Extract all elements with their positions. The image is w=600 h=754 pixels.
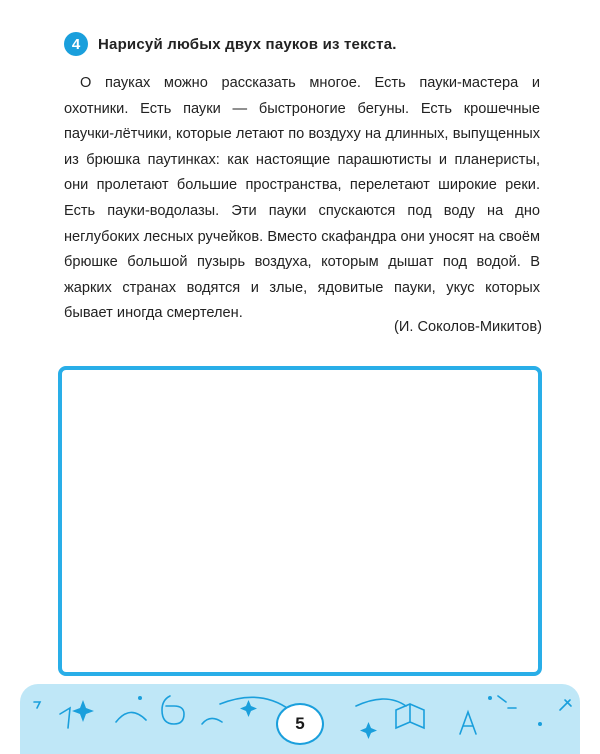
task-header [64, 32, 397, 56]
star-icon [240, 700, 257, 717]
task-number-badge: 4 [64, 32, 88, 56]
dot [538, 722, 542, 726]
page-number: 5 [276, 703, 324, 745]
doodle-letter-a [460, 712, 476, 734]
doodle-swirl [202, 718, 222, 724]
drawing-area[interactable] [58, 366, 542, 676]
dot [488, 696, 492, 700]
doodle-letter-g [60, 708, 70, 728]
doodle-arc [356, 699, 406, 706]
pencil-icon [560, 700, 571, 710]
doodle-letter-b [162, 696, 184, 724]
author-citation: (И. Соколов-Микитов) [394, 319, 542, 335]
star-icon [360, 722, 377, 739]
story-text [64, 71, 540, 327]
doodle-swirl [116, 712, 146, 722]
story-paragraph: О пауках можно рассказать многое. Есть пауки-мастера и охотники. Есть пауки — быстроногие бегуны. Есть крошечные паучки-лётчики, которые летают по воздуху на длинных, выпущенных из брюшка паутинках: как настоящие парашютисты и планеристы, они пролетают большие пространства, перелетают широкие реки. Есть пауки-водолазы. Эти пауки спускаются под воду на дно неглубоких лесных ручейков. Вместо скафандра они уносят на своём брюшке большой пузырь воздуха, которым дышат под водой. В жарких странах водятся и злые, ядовитые пауки, укус которых бывает иногда смертелен. [64, 75, 540, 322]
task-title: Нарисуй любых двух пауков из текста. [98, 35, 397, 53]
star-icon [72, 700, 94, 722]
doodle-mark [34, 702, 40, 708]
doodle-marks [498, 696, 516, 708]
dot [138, 696, 142, 700]
